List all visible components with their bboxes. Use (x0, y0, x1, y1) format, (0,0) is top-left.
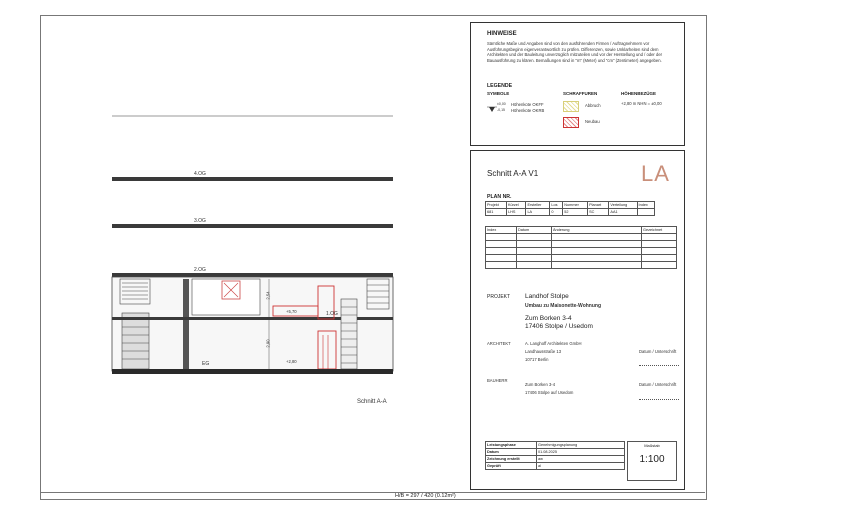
plan-header: Planart (588, 202, 609, 209)
company-logo: LA (641, 161, 670, 186)
phase-value: Genehmigungsplanung (537, 442, 625, 449)
dimension-upper: 2,54 (265, 291, 271, 300)
drawn-key: Zeichnung erstellt (486, 456, 537, 463)
heights-title: HÖHENBEZÜGE (621, 91, 657, 96)
date-key: Datum (486, 449, 537, 456)
floor-label-4og: 4.OG (194, 171, 206, 177)
scale-value: 1:100 (639, 454, 665, 465)
legend-title: LEGENDE (487, 83, 513, 89)
new-build-hatch-icon (563, 117, 579, 128)
plan-header: Nummer (563, 202, 588, 209)
index-header: Datum (517, 227, 552, 234)
plan-number-table (485, 201, 655, 216)
client-line: Zum Borken 3-4 (525, 382, 556, 387)
architect-signature-label: Datum / Unterschrift (639, 349, 677, 354)
project-label: PROJEKT (487, 294, 511, 300)
project-address-street: Zum Borken 3-4 (525, 315, 572, 322)
architect-line: A. Langhoff Architekten GmbH (525, 341, 582, 346)
symbol-value-okff: ±0,00 (497, 102, 506, 106)
index-header: Gezeichnet (642, 227, 677, 234)
slab-4og (112, 177, 393, 181)
architect-line: 10717 Berlin (525, 357, 549, 362)
checked-key: Geprüft (486, 463, 537, 470)
client-signature-line (639, 399, 679, 400)
height-mark-lower: +2,80 (286, 359, 297, 364)
section-drawing (42, 17, 468, 496)
client-signature-label: Datum / Unterschrift (639, 382, 677, 387)
architect-label: ARCHITEKT (487, 341, 511, 346)
symbols-title: SYMBOLE (487, 91, 510, 96)
floor-label-1og: 1.OG (326, 311, 338, 317)
symbol-okrb-label: Höhenkote OKRB (511, 108, 545, 113)
project-address-city: 17406 Stolpe / Usedom (525, 323, 593, 330)
plan-value: LA (526, 209, 550, 216)
phase-key: Leistungsphase (486, 442, 537, 449)
project-name: Landhof Stolpe (525, 293, 569, 300)
project-subtitle: Umbau zu Maisonette-Wohnung (525, 303, 602, 309)
floor-label-eg: EG (202, 361, 210, 367)
hatches-title: SCHRAFFUREN (563, 91, 598, 96)
plan-value: 52 (563, 209, 588, 216)
project-phase-table (485, 441, 677, 481)
architect-line: Landhausstraße 13 (525, 349, 562, 354)
slab-2og (112, 273, 393, 277)
height-mark-upper: +5,70 (286, 309, 297, 314)
demolition-label: Abbruch (585, 103, 601, 108)
floor-label-2og: 2.OG (194, 267, 206, 273)
architect-signature-line (639, 365, 679, 366)
symbol-value-okrb: -0,15 (497, 108, 505, 112)
client-label: BAUHERR (487, 378, 508, 383)
checked-value: al (537, 463, 625, 470)
plan-header: Kürzel (506, 202, 525, 209)
footer-divider (40, 492, 705, 493)
index-header: Index (486, 227, 517, 234)
plan-header: Los (550, 202, 563, 209)
plan-value (637, 209, 654, 216)
client-line: 17406 Stolpe auf Usedom (525, 390, 574, 395)
plan-header: Projekt (486, 202, 507, 209)
plan-header: Verteilung (609, 202, 637, 209)
notes-block (470, 22, 685, 146)
heights-text: +2,80 m NHN = ±0,00 (621, 101, 662, 106)
plan-value: LHS (506, 209, 525, 216)
scale-box (627, 441, 677, 481)
drawing-title: Schnitt A-A V1 (487, 169, 539, 178)
slab-eg (112, 369, 393, 374)
plan-header: Index (637, 202, 654, 209)
index-table (485, 226, 677, 269)
index-header: Änderung (552, 227, 642, 234)
symbol-okff-label: Höhenkote OKFF (511, 102, 544, 107)
plan-header: Ersteller (526, 202, 550, 209)
plan-value: AA1 (609, 209, 637, 216)
sheet-format: H/B = 297 / 420 (0.12m²) (395, 493, 456, 499)
section-caption: Schnitt A-A (357, 399, 387, 405)
drawn-value: aw (537, 456, 625, 463)
floor-label-3og: 3.OG (194, 218, 206, 224)
scale-label: Maßstab (644, 443, 660, 448)
new-build-label: Neubau (585, 119, 600, 124)
slab-3og (112, 224, 393, 228)
section-svg (42, 17, 468, 496)
demolition-hatch-icon (563, 101, 579, 112)
plan-number-label: PLAN NR. (487, 194, 512, 200)
plan-value: SC (588, 209, 609, 216)
notes-title: HINWEISE (487, 31, 517, 37)
date-value: 01.08.2025 (537, 449, 625, 456)
title-block (470, 150, 685, 490)
dimension-lower: 2,90 (265, 339, 271, 348)
notes-text: Sämtliche Maße und Angaben sind von den ausführenden Firmen / Auftragnehmern vor Ausführungsbeginn eigenverantwortlich zu prüfen. Differenzen, sowie Unklarheiten sind dem Architekten und der Bauleitung unverzüglich mitzuteilen und vor der Herstellung und / oder der Bauausführung zu klären. Bemaßungen sind in "m" (Meter) und "cm" (Zentimeter) angegeben. (487, 41, 663, 63)
plan-value: 0 (550, 209, 563, 216)
plan-value: 681 (486, 209, 507, 216)
